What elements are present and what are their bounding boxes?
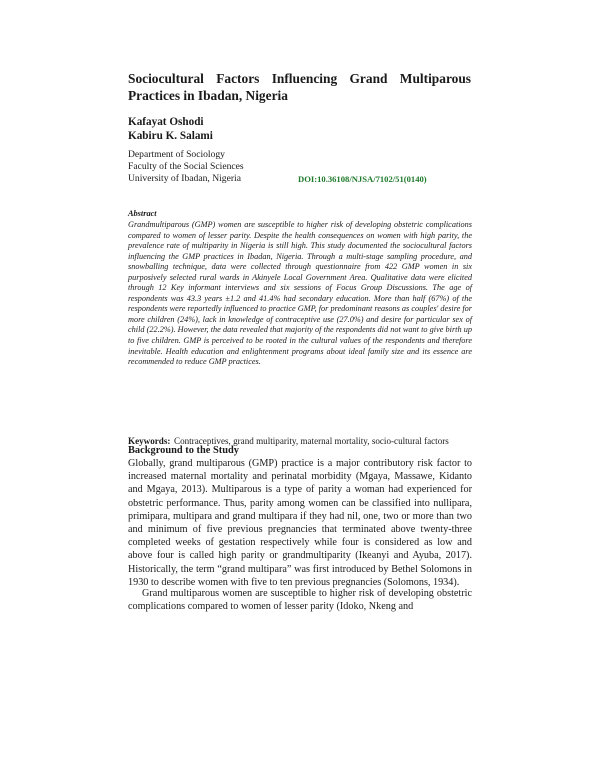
keywords-text: Contraceptives, grand multiparity, maternal mortality, socio-cultural factors — [174, 436, 449, 446]
doi-link[interactable]: DOI:10.36108/NJSA/7102/51(0140) — [298, 174, 427, 184]
abstract-text: Grandmultiparous (GMP) women are susceptible to higher risk of developing obstetric complications compared to women of lesser parity. Despite the health consequences on women with high parity, the prevalence rate of multiparity in Nigeria is still high. This study documented the sociocultural factors influencing the GMP practices in Ibadan, Nigeria. Through a multi-stage sampling procedure, and snowballing technique, data were collected through questionnaire from 422 GMP women in six purposively selected rural wards in Akinyele Local Government Area. Qualitative data were elicited through 12 Key informant interviews and six sessions of Focus Group Discussions. The age of respondents was 43.3 years ±1.2 and 41.4% had secondary education. More than half (67%) of the respondents were reportedly influenced to practice GMP, for predominant reasons as couples' desire for more children (24%), lack in knowledge of contraceptive use (27.0%) and desire for particular sex of child (22.2%). However, the data revealed that majority of the respondents did not want to give birth up to five children. GMP is perceived to be rooted in the cultural values of the respondents and therefore inevitable. Health education and enlightenment programs about ideal family size and its essence are recommended to reduce GMP practices. — [128, 220, 472, 367]
paper-title: Sociocultural Factors Influencing Grand Multiparous Practices in Ibadan, Nigeria — [128, 71, 471, 103]
affiliation-block — [128, 149, 244, 185]
keywords-label: Keywords: — [128, 436, 171, 446]
affiliation-line: University of Ibadan, Nigeria — [128, 173, 241, 184]
author-name: Kabiru K. Salami — [128, 130, 213, 142]
abstract-heading: Abstract — [128, 209, 157, 218]
author-name: Kafayat Oshodi — [128, 116, 204, 128]
affiliation-line: Department of Sociology — [128, 149, 225, 160]
section-heading: Background to the Study — [128, 445, 239, 456]
body-paragraph: Grand multiparous women are susceptible to higher risk of developing obstetric complications compared to women of lesser parity (Idoko, Nkeng and — [128, 588, 472, 613]
body-paragraph: Globally, grand multiparous (GMP) practice is a major contributory risk factor to increased maternal mortality and perinatal morbidity (Mgaya, Massawe, Kidanto and Mgaya, 2013). Multiparous is a type of parity a woman had experienced for obstetric performance. Thus, parity among women can be classified into nullipara, primipara, multipara and grand multipara if they had nil, one, two or more than two and minimum of five previous pregnancies that terminated above twenty-three completed weeks of gestation respectively while four is considered as low and above four is called high parity or grandmultiparity (Ikeanyi and Ayuba, 2017). Historically, the term “grand multipara” was first introduced by Bethel Solomons in 1930 to describe women with five to ten previous pregnancies (Solomons, 1934). — [128, 458, 472, 588]
affiliation-line: Faculty of the Social Sciences — [128, 161, 244, 172]
